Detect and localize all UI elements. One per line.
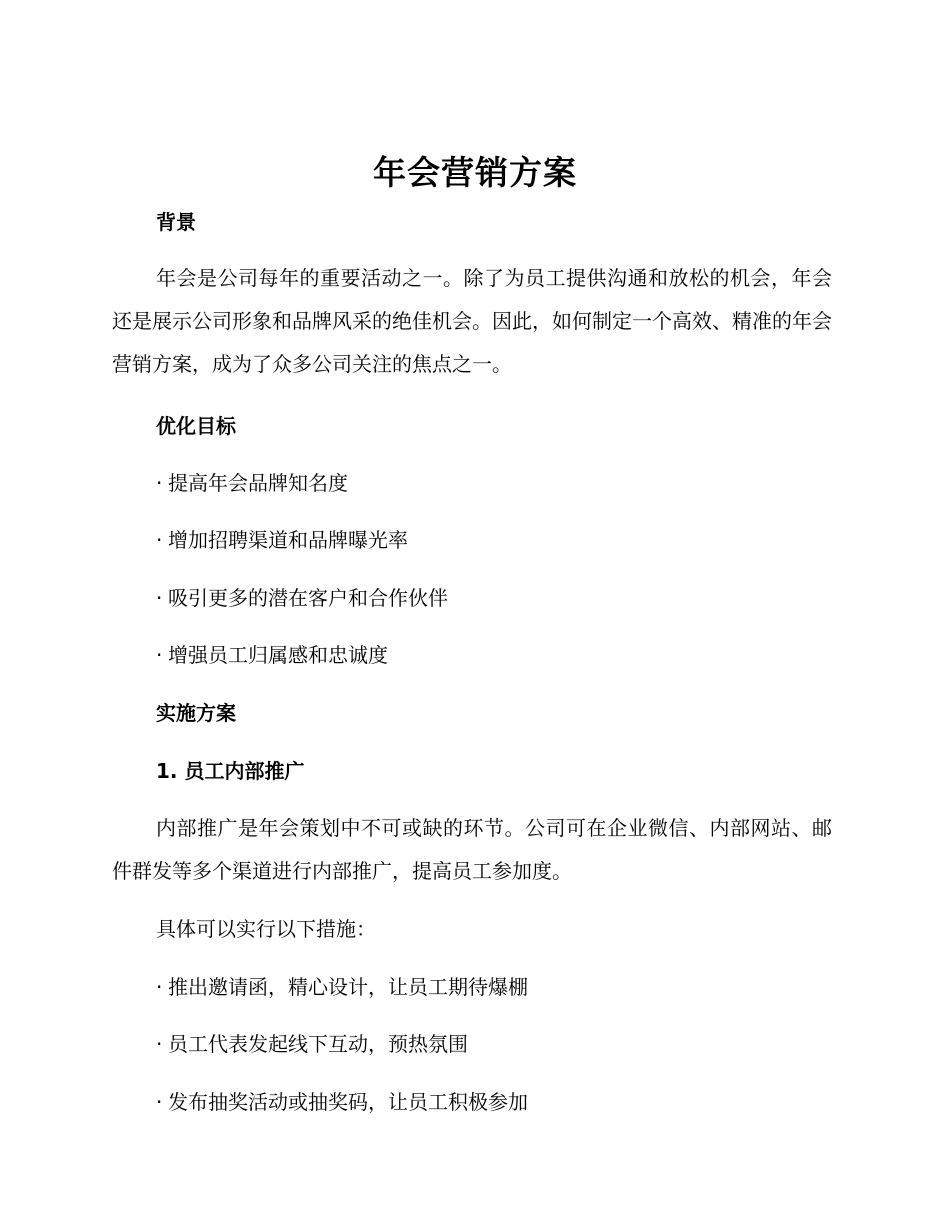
measure-item-text: 发布抽奖活动或抽奖码，让员工积极参加 xyxy=(168,1090,528,1114)
measure-item xyxy=(156,1087,528,1117)
bullet-marker: · xyxy=(156,586,163,610)
bullet-marker: · xyxy=(156,471,163,495)
measure-item xyxy=(156,972,528,1002)
section-heading-background: 背景 xyxy=(156,210,196,234)
subsection-heading-internal-promotion: 1. 员工内部推广 xyxy=(156,759,305,783)
measure-item-text: 推出邀请函，精心设计，让员工期待爆棚 xyxy=(168,975,528,999)
bullet-marker: · xyxy=(156,1090,163,1114)
measures-intro: 具体可以实行以下措施： xyxy=(156,917,376,941)
bullet-marker: · xyxy=(156,1032,163,1056)
goal-item xyxy=(156,468,348,498)
section-heading-plan: 实施方案 xyxy=(156,701,236,725)
measure-item xyxy=(156,1029,468,1059)
goal-item-text: 提高年会品牌知名度 xyxy=(168,471,348,495)
goal-item xyxy=(156,583,448,613)
goal-item xyxy=(156,640,388,670)
section-heading-goals: 优化目标 xyxy=(156,414,236,438)
measure-item-text: 员工代表发起线下互动，预热氛围 xyxy=(168,1032,468,1056)
document-title: 年会营销方案 xyxy=(373,153,577,192)
background-paragraph: 年会是公司每年的重要活动之一。除了为员工提供沟通和放松的机会，年会还是展示公司形象和品牌风采的绝佳机会。因此，如何制定一个高效、精准的年会营销方案，成为了众多公司关注的焦点之一。 xyxy=(112,266,832,376)
bullet-marker: · xyxy=(156,528,163,552)
goal-item-text: 增强员工归属感和忠诚度 xyxy=(168,643,388,667)
goal-item xyxy=(156,525,408,555)
bullet-marker: · xyxy=(156,643,163,667)
goal-item-text: 吸引更多的潜在客户和合作伙伴 xyxy=(168,586,448,610)
goal-item-text: 增加招聘渠道和品牌曝光率 xyxy=(168,528,408,552)
internal-promotion-paragraph: 内部推广是年会策划中不可或缺的环节。公司可在企业微信、内部网站、邮件群发等多个渠道进行内部推广，提高员工参加度。 xyxy=(112,816,832,883)
bullet-marker: · xyxy=(156,975,163,999)
